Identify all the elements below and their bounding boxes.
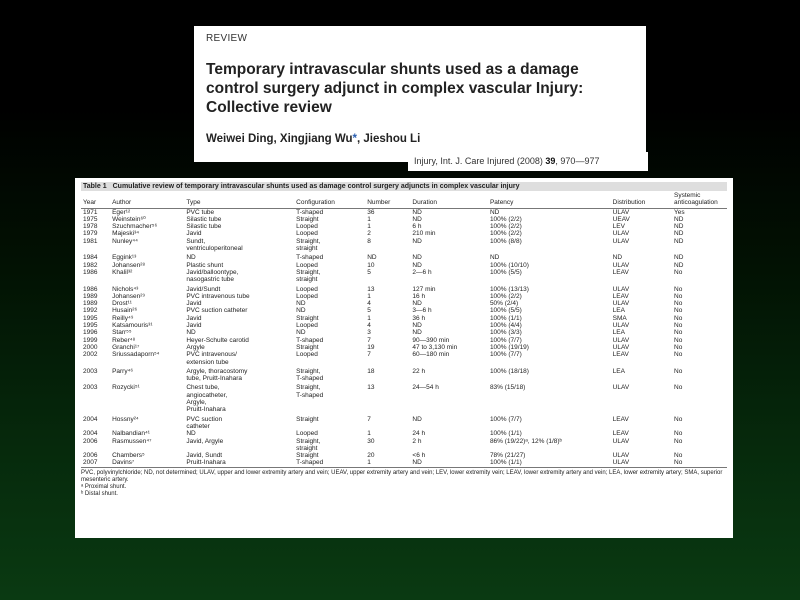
table-row [81,284,727,293]
table-cell: 2—6 h [412,268,432,276]
table-cell: PVC tube [186,208,215,216]
paper-header-card [194,26,646,162]
table-row [81,414,727,431]
table-cell: 4 [367,322,371,330]
table-cell: Eger¹² [112,208,131,216]
table-row [81,366,727,383]
table-cell: Looped [296,351,318,359]
table-cell: ND [296,300,306,308]
table-cell: Looped [296,223,318,231]
table-cell: ULAV [612,237,630,245]
table-cell: LEAV [612,292,629,300]
table-cell: Javid, Argyle [186,437,224,445]
table-cell: ND [412,215,422,223]
table-cell: Straight [296,215,319,223]
table-cell: No [674,351,683,359]
table-cell: Parry⁴⁶ [112,367,134,375]
table-cell: ND [612,254,623,262]
table-cell: 10 [367,261,375,269]
column-header: Duration [410,191,488,208]
table-row [81,238,727,253]
table-cell: 1995 [83,314,98,322]
table-cell: ULAV [612,300,630,308]
table-cell: Szuchmacher⁵⁶ [112,223,158,231]
table-cell: T-shaped [294,459,365,467]
table-cell: 1992 [83,307,98,315]
table-cell: ND [412,237,422,245]
table-cell: No [674,268,683,276]
table-cell: Johansen²⁸ [112,261,146,269]
table-cell: 7 [367,351,371,359]
table-cell: 2003 [83,367,98,375]
table-cell: Chest tube, angiocatheter, Argyle, Pruitt-Inahara [186,384,228,414]
table-cell: ND [674,215,684,223]
table-row [81,452,727,459]
table-cell: Looped [296,230,318,238]
table-cell: Looped [296,285,318,293]
authors-main: Weiwei Ding, Xingjiang Wu [206,133,353,145]
table-cell: 100% (4/4) [489,322,522,330]
table-cell: 36 h [412,314,426,322]
table-cell: Heyer-Schulte carotid [186,336,249,344]
shunt-review-table [81,191,727,468]
table-row [81,230,727,237]
table-cell: 100% (3/3) [489,329,522,337]
table-row [81,430,727,437]
review-table-card [75,178,733,538]
table-row [81,208,727,216]
table-cell: 1 [365,459,410,467]
table-cell: No [674,367,683,375]
table-cell: ND [674,230,684,238]
table-cell: Straight, T-shaped [296,367,324,383]
table-cell: Hossny²⁴ [112,415,139,423]
table-cell: 100% (7/7) [489,351,522,359]
table-cell: 4 [367,300,371,308]
table-row [81,382,727,413]
citation-journal: Injury, Int. J. Care Injured (2008) [414,156,546,166]
table-cell: Nichols⁴³ [112,285,139,293]
column-header: Number [365,191,410,208]
table-cell: 1 [367,292,371,300]
table-cell: 100% (5/5) [489,268,522,276]
table-cell: Sriussadaporn⁵⁴ [112,351,160,359]
table-cell: Granchi¹⁷ [112,343,140,351]
table-cell: 5 [367,307,371,315]
table-cell: LEAV [612,415,629,423]
table-cell: No [674,336,683,344]
table-cell: 2006 [83,452,98,460]
table-cell: 1995 [83,322,98,330]
table-cell: No [674,343,683,351]
footnote-b: ᵇ Distal shunt. [81,491,118,498]
table-row [81,262,727,269]
table-cell: 47 to 3,130 min [412,343,458,351]
table-cell: 100% (1/1) [488,459,611,467]
table-cell: ND [489,254,500,262]
table-cell: 100% (7/7) [489,336,522,344]
table-cell: No [674,415,683,423]
table-cell: 100% (2/2) [489,223,522,231]
table-cell: ND [674,223,684,231]
table-cell: ULAV [612,452,630,460]
citation-pages: , 970—977 [555,156,600,166]
table-cell: 100% (8/8) [489,237,522,245]
table-cell: No [674,322,683,330]
table-cell: Husain²⁶ [112,307,138,315]
table-row [81,315,727,322]
table-cell: ULAV [612,230,630,238]
table-cell: Javid, Sundt [186,452,223,460]
table-cell: No [672,459,727,467]
table-cell: LEAV [612,430,629,438]
table-cell: 100% (1/1) [489,430,522,438]
table-cell: 60—180 min [412,351,450,359]
table-cell: 100% (2/2) [489,230,522,238]
citation-volume: 39 [545,156,556,166]
table-cell: 1978 [83,223,98,231]
table-cell: 7 [367,336,371,344]
table-cell: 20 [367,452,375,460]
table-cell: 86% (19/22)ᵃ, 12% (1/8)ᵇ [489,437,563,445]
table-cell: 2000 [83,343,98,351]
review-kicker: REVIEW [206,33,248,44]
table-row [81,351,727,366]
table-cell: T-shaped [296,254,324,262]
table-cell: 100% (13/13) [489,285,529,293]
table-cell: Weinstein⁶⁰ [112,215,146,223]
table-cell: ND [367,254,377,262]
column-header: Author [110,191,184,208]
table-cell: 16 h [412,292,426,300]
table-row [81,252,727,261]
table-cell: 1986 [83,268,98,276]
table-cell: Pruitt-Inahara [184,459,294,467]
table-cell: Majeski³⁴ [112,230,140,238]
table-cell: 13 [367,384,375,392]
table-cell: Reilly⁴⁹ [112,314,134,322]
table-cell: Khalil³² [112,268,133,276]
table-cell: ND [412,261,422,269]
table-cell: Rasmussen⁴⁷ [112,437,152,445]
table-cell: Looped [296,430,318,438]
table-cell: 1989 [83,292,98,300]
table-row [81,223,727,230]
table-cell: 1989 [83,300,98,308]
footnote-a: ᵃ Proximal shunt. [81,484,127,491]
table-cell: 2004 [83,430,98,438]
table-cell: 6 h [412,223,422,231]
table-cell: Silastic tube [186,215,222,223]
table-cell: PVC suction catheter [186,415,223,430]
table-row [81,337,727,344]
table-cell: ND [412,208,422,216]
column-header: Systemic anticoagulation [672,191,727,208]
table-cell: LEV [612,223,625,231]
table-cell: 2 h [412,437,422,445]
table-cell: Looped [296,292,318,300]
table-cell: LEA [612,367,625,375]
table-cell: LEAV [612,351,629,359]
table-cell: Eggink¹³ [112,254,137,262]
table-cell: 1 [367,215,371,223]
table-row [81,307,727,314]
table-cell: ULAV [611,459,672,467]
table-cell: 2006 [83,437,98,445]
table-cell: 7 [367,415,371,423]
table-cell: 1 [367,223,371,231]
table-cell: Rozycki⁵¹ [112,384,140,392]
table-cell: ULAV [612,322,630,330]
table-cell: 1975 [83,215,98,223]
table-cell: Starr⁵⁵ [112,329,132,337]
table-cell: Javid [186,300,202,308]
journal-citation [408,152,648,171]
table-cell: 36 [367,208,375,216]
table-cell: 8 [367,237,371,245]
table-cell: ND [296,329,306,337]
table-cell: Straight [296,415,319,423]
corresponding-author-star: * [352,133,358,145]
table-cell: LEAV [612,268,629,276]
table-caption [81,182,727,191]
table-cell: ND [674,237,684,245]
table-cell: ND [412,322,422,330]
table-cell: UEAV [612,215,630,223]
table-cell: PVC intravenous/ extension tube [186,351,237,366]
column-header: Year [81,191,110,208]
table-cell: 78% (21/27) [489,452,526,460]
table-cell: ULAV [612,437,630,445]
table-cell: 24 h [412,430,426,438]
table-cell: 19 [367,343,375,351]
table-cell: 100% (7/7) [489,415,522,423]
table-cell: ND [412,254,422,262]
table-cell: Javid [186,314,202,322]
table-cell: ND [674,261,684,269]
table-cell: Looped [296,322,318,330]
table-cell: ND [489,208,500,216]
table-cell: 100% (1/1) [489,314,522,322]
table-cell: SMA [612,314,627,322]
column-header: Type [184,191,294,208]
table-cell: Straight, T-shaped [296,384,324,399]
table-cell: 1 [367,430,371,438]
table-cell: No [674,292,683,300]
table-cell: 1979 [83,230,98,238]
table-cell: Plastic shunt [186,261,224,269]
table-cell: 100% (19/19) [489,343,529,351]
table-caption-label: Table 1 [83,183,107,190]
table-cell: 2 [367,230,371,238]
table-cell: 50% (2/4) [489,300,519,308]
table-cell: No [674,314,683,322]
table-row [81,459,727,467]
table-cell: LEA [612,329,625,337]
table-cell: Silastic tube [186,223,222,231]
table-cell: ND [186,430,196,438]
table-cell: Straight, straight [296,437,321,452]
table-cell: ND [412,415,422,423]
table-cell: 2003 [83,384,98,392]
table-cell: 24—54 h [412,384,439,392]
table-cell: 30 [367,437,375,445]
table-cell: 127 min [412,285,436,293]
table-row [81,293,727,300]
table-row [81,216,727,223]
table-cell: No [674,430,683,438]
table-cell: No [674,384,683,392]
table-cell: ULAV [612,343,630,351]
table-cell: ND [186,329,196,337]
table-cell: 100% (10/10) [489,261,529,269]
table-row [81,329,727,336]
table-cell: Reber⁴⁸ [112,336,136,344]
table-cell: ND [412,329,422,337]
table-cell: 100% (2/2) [489,215,522,223]
column-header: Configuration [294,191,365,208]
table-cell: 1971 [83,208,98,216]
table-cell: Sundt, ventriculoperitoneal [186,237,243,253]
table-row [81,322,727,329]
table-cell: 13 [367,285,375,293]
table-cell: 2004 [83,415,98,423]
table-cell: Davins⁷ [110,459,184,467]
column-header: Patency [488,191,611,208]
table-cell: 1 [367,314,371,322]
table-cell: Chambers⁵ [112,452,145,460]
table-cell: ND [186,254,196,262]
table-cell: Javid [186,322,202,330]
table-body [81,208,727,467]
footnote-abbreviations: PVC, polyvinylchloride; ND, not determined; ULAV, upper and lower extremity artery and vein; UEAV, upper extremity artery and vein; LEV, lower extremity vein; LEAV, lower extremity artery and vein; LEA, lower extremity artery; SMA, superior mesenteric artery. [81,469,723,483]
table-header-row [81,191,727,208]
table-cell: Drost¹¹ [112,300,132,308]
table-cell: T-shaped [296,208,324,216]
table-cell: Straight [296,343,319,351]
table-cell: 210 min [412,230,436,238]
table-row [81,344,727,351]
table-cell: No [674,329,683,337]
table-cell: 83% (15/18) [489,384,526,392]
table-cell: 1996 [83,329,98,337]
table-cell: ND [296,307,306,315]
table-cell: <6 h [412,452,426,460]
table-cell: 90—390 min [412,336,450,344]
table-cell: ND [412,300,422,308]
table-cell: ULAV [612,285,630,293]
table-cell: Yes [674,208,685,216]
paper-authors [206,133,634,145]
table-cell: Javid/Sundt [186,285,221,293]
table-cell: 1986 [83,285,98,293]
table-cell: 2007 [81,459,110,467]
table-cell: No [674,452,683,460]
table-cell: Javid [186,230,202,238]
table-row [81,300,727,307]
table-cell: Argyle, thoracostomy tube, Pruitt-Inahara [186,367,248,383]
table-cell: No [674,437,683,445]
table-cell: Johansen²⁹ [112,292,146,300]
table-cell: 3—6 h [412,307,432,315]
table-cell: LEA [612,307,625,315]
table-cell: 3 [367,329,371,337]
table-cell: Katsamouris³¹ [112,322,153,330]
column-header: Distribution [611,191,672,208]
table-cell: Javid/balloontype, nasogastric tube [186,268,239,284]
table-cell: Nalbandian⁴¹ [112,430,150,438]
table-cell: Straight [296,452,319,460]
table-cell: 2002 [83,351,98,359]
table-cell: ULAV [612,336,630,344]
table-footnote [81,470,727,499]
table-cell: ND [674,254,684,262]
table-cell: 5 [367,268,371,276]
table-cell: ULAV [612,384,630,392]
table-cell: PVC intravenous tube [186,292,250,300]
table-cell: Looped [296,261,318,269]
table-cell: No [674,300,683,308]
table-row [81,269,727,284]
table-cell: 100% (18/18) [489,367,529,375]
table-cell: 100% (2/2) [489,292,522,300]
table-cell: T-shaped [296,336,324,344]
table-cell: ULAV [612,261,630,269]
table-cell: Straight, straight [296,268,321,284]
table-cell: Nunley⁴⁴ [112,237,138,245]
authors-rest: , Jieshou Li [357,133,421,145]
table-cell: Straight, straight [296,237,321,253]
table-cell: 1999 [83,336,98,344]
table-cell: PVC suction catheter [186,307,248,315]
table-cell: 100% (5/5) [489,307,522,315]
table-cell: No [674,285,683,293]
paper-title: Temporary intravascular shunts used as a damage control surgery adjunct in complex vascular Injury: Collective review [206,61,584,116]
table-cell: Argyle [186,343,205,351]
table-cell: 1981 [83,237,98,245]
table-cell: No [674,307,683,315]
table-cell: 22 h [412,367,426,375]
table-cell: 18 [367,367,375,375]
table-caption-text: Cumulative review of temporary intravascular shunts used as damage control surgery adjuncts in complex vascular injury [112,183,520,190]
table-row [81,438,727,453]
table-cell: ULAV [612,208,630,216]
table-cell: Straight [296,314,319,322]
table-cell: ND [410,459,488,467]
table-cell: 1984 [83,254,98,262]
table-cell: 1982 [83,261,98,269]
